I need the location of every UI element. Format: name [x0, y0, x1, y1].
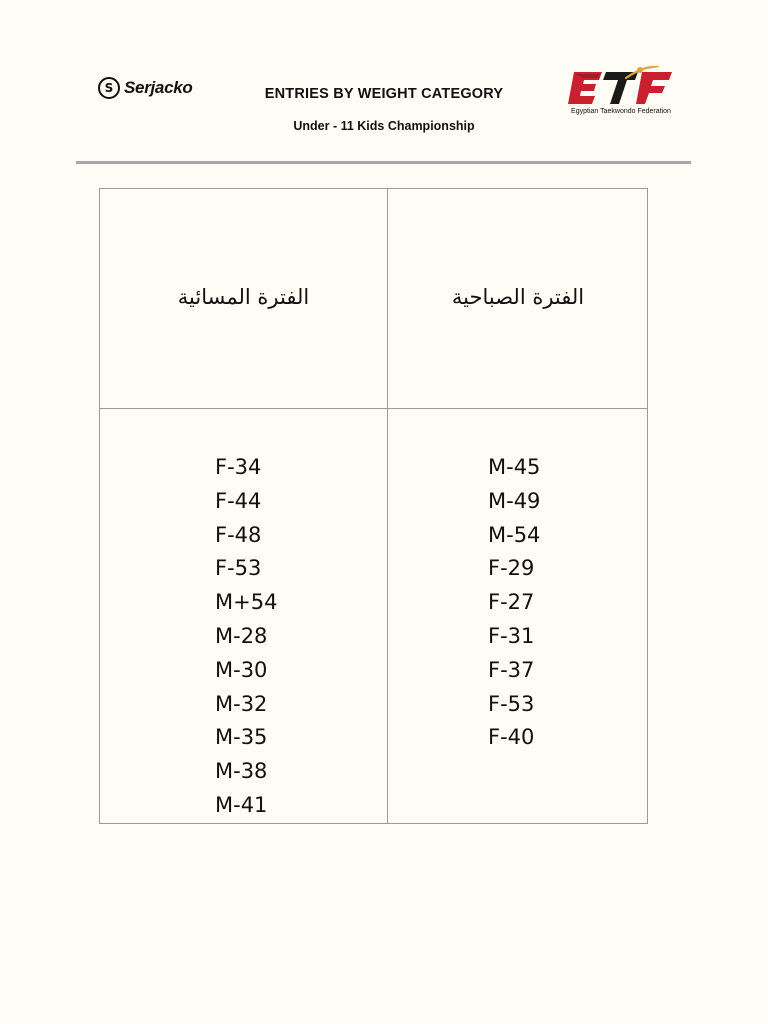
list-item: F-34 [215, 455, 262, 479]
list-item: M-28 [215, 623, 268, 648]
list-item: F-27 [488, 590, 535, 615]
etf-logo-caption: Egyptian Taekwondo Federation [571, 108, 671, 115]
list-item: F-29 [488, 556, 535, 581]
list-item: M-49 [488, 488, 541, 513]
evening-session-list [215, 451, 277, 823]
serjacko-logo-text: Serjacko [124, 78, 193, 97]
list-item: F-53 [488, 691, 535, 716]
list-item: F-31 [488, 623, 535, 648]
list-item: M-32 [215, 691, 268, 716]
list-item: M-35 [215, 725, 268, 750]
list-item: M-45 [488, 455, 541, 479]
list-item: F-37 [488, 657, 535, 682]
list-item: M-54 [488, 522, 541, 547]
document-subtitle: Under - 11 Kids Championship [293, 119, 475, 133]
list-item: M-38 [215, 759, 268, 784]
serjacko-emblem-icon: S [98, 77, 120, 99]
document-title: ENTRIES BY WEIGHT CATEGORY [264, 86, 504, 102]
header-row-divider [100, 408, 647, 409]
list-item: M+54 [215, 590, 278, 615]
list-item: F-40 [488, 725, 535, 750]
list-item: M-30 [215, 657, 268, 682]
header-divider [76, 161, 691, 164]
list-item: F-53 [215, 556, 262, 581]
serjacko-logo [98, 77, 192, 99]
morning-session-list [488, 451, 540, 755]
list-item: F-48 [215, 522, 262, 547]
schedule-table [99, 188, 648, 824]
etf-logo [566, 66, 676, 118]
evening-session-heading: الفترة المسائية [177, 285, 310, 309]
morning-session-heading: الفترة الصباحية [451, 285, 585, 309]
list-item: F-44 [215, 488, 262, 513]
document-header [0, 0, 768, 170]
list-item: M-41 [215, 792, 268, 817]
etf-logo-icon [566, 66, 676, 110]
